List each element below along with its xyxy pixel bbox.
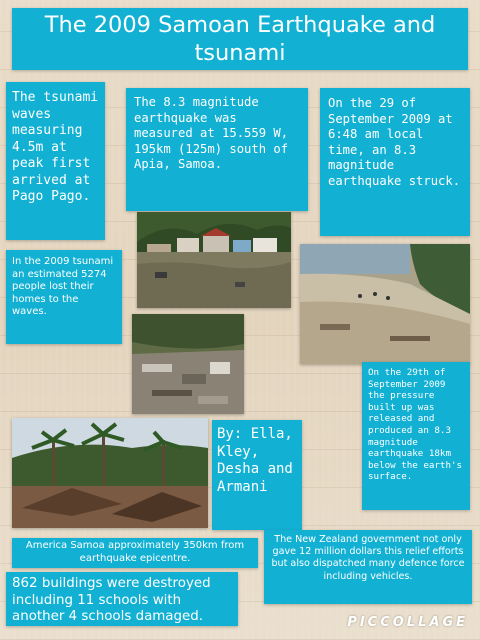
homes-lost-box: In the 2009 tsunami an estimated 5274 people lost their homes to the waves. (6, 250, 122, 344)
beach-debris-photo (300, 244, 470, 364)
wreckage-photo (132, 314, 244, 414)
authors-box: By: Ella, Kley, Desha and Armani (212, 420, 302, 530)
tsunami-waves-box: The tsunami waves measuring 4.5m at peak first arrived at Pago Pago. (6, 82, 105, 240)
nz-relief-box: The New Zealand government not only gave 12 million dollars this relief efforts but also dispatched many defence force including vehicles. (264, 530, 472, 604)
flooded-town-photo (137, 212, 291, 308)
distance-box: America Samoa approximately 350km from earthquake epicentre. (12, 538, 258, 568)
magnitude-box: The 8.3 magnitude earthquake was measured at 15.559 W, 195km (125m) south of Apia, Samoa. (126, 88, 308, 211)
page-title: The 2009 Samoan Earthquake and tsunami (12, 8, 468, 70)
buildings-box: 862 buildings were destroyed including 11 schools with another 4 schools damaged. (6, 572, 238, 626)
pressure-box: On the 29th of September 2009 the pressure built up was released and produced an 8.3 magnitude earthquake 18km below the earth's surface. (362, 362, 470, 510)
date-box: On the 29 of September 2009 at 6:48 am local time, an 8.3 magnitude earthquake struck. (320, 88, 470, 236)
piccollage-watermark: PICCOLLAGE (347, 615, 468, 630)
palm-damage-photo (12, 418, 208, 528)
